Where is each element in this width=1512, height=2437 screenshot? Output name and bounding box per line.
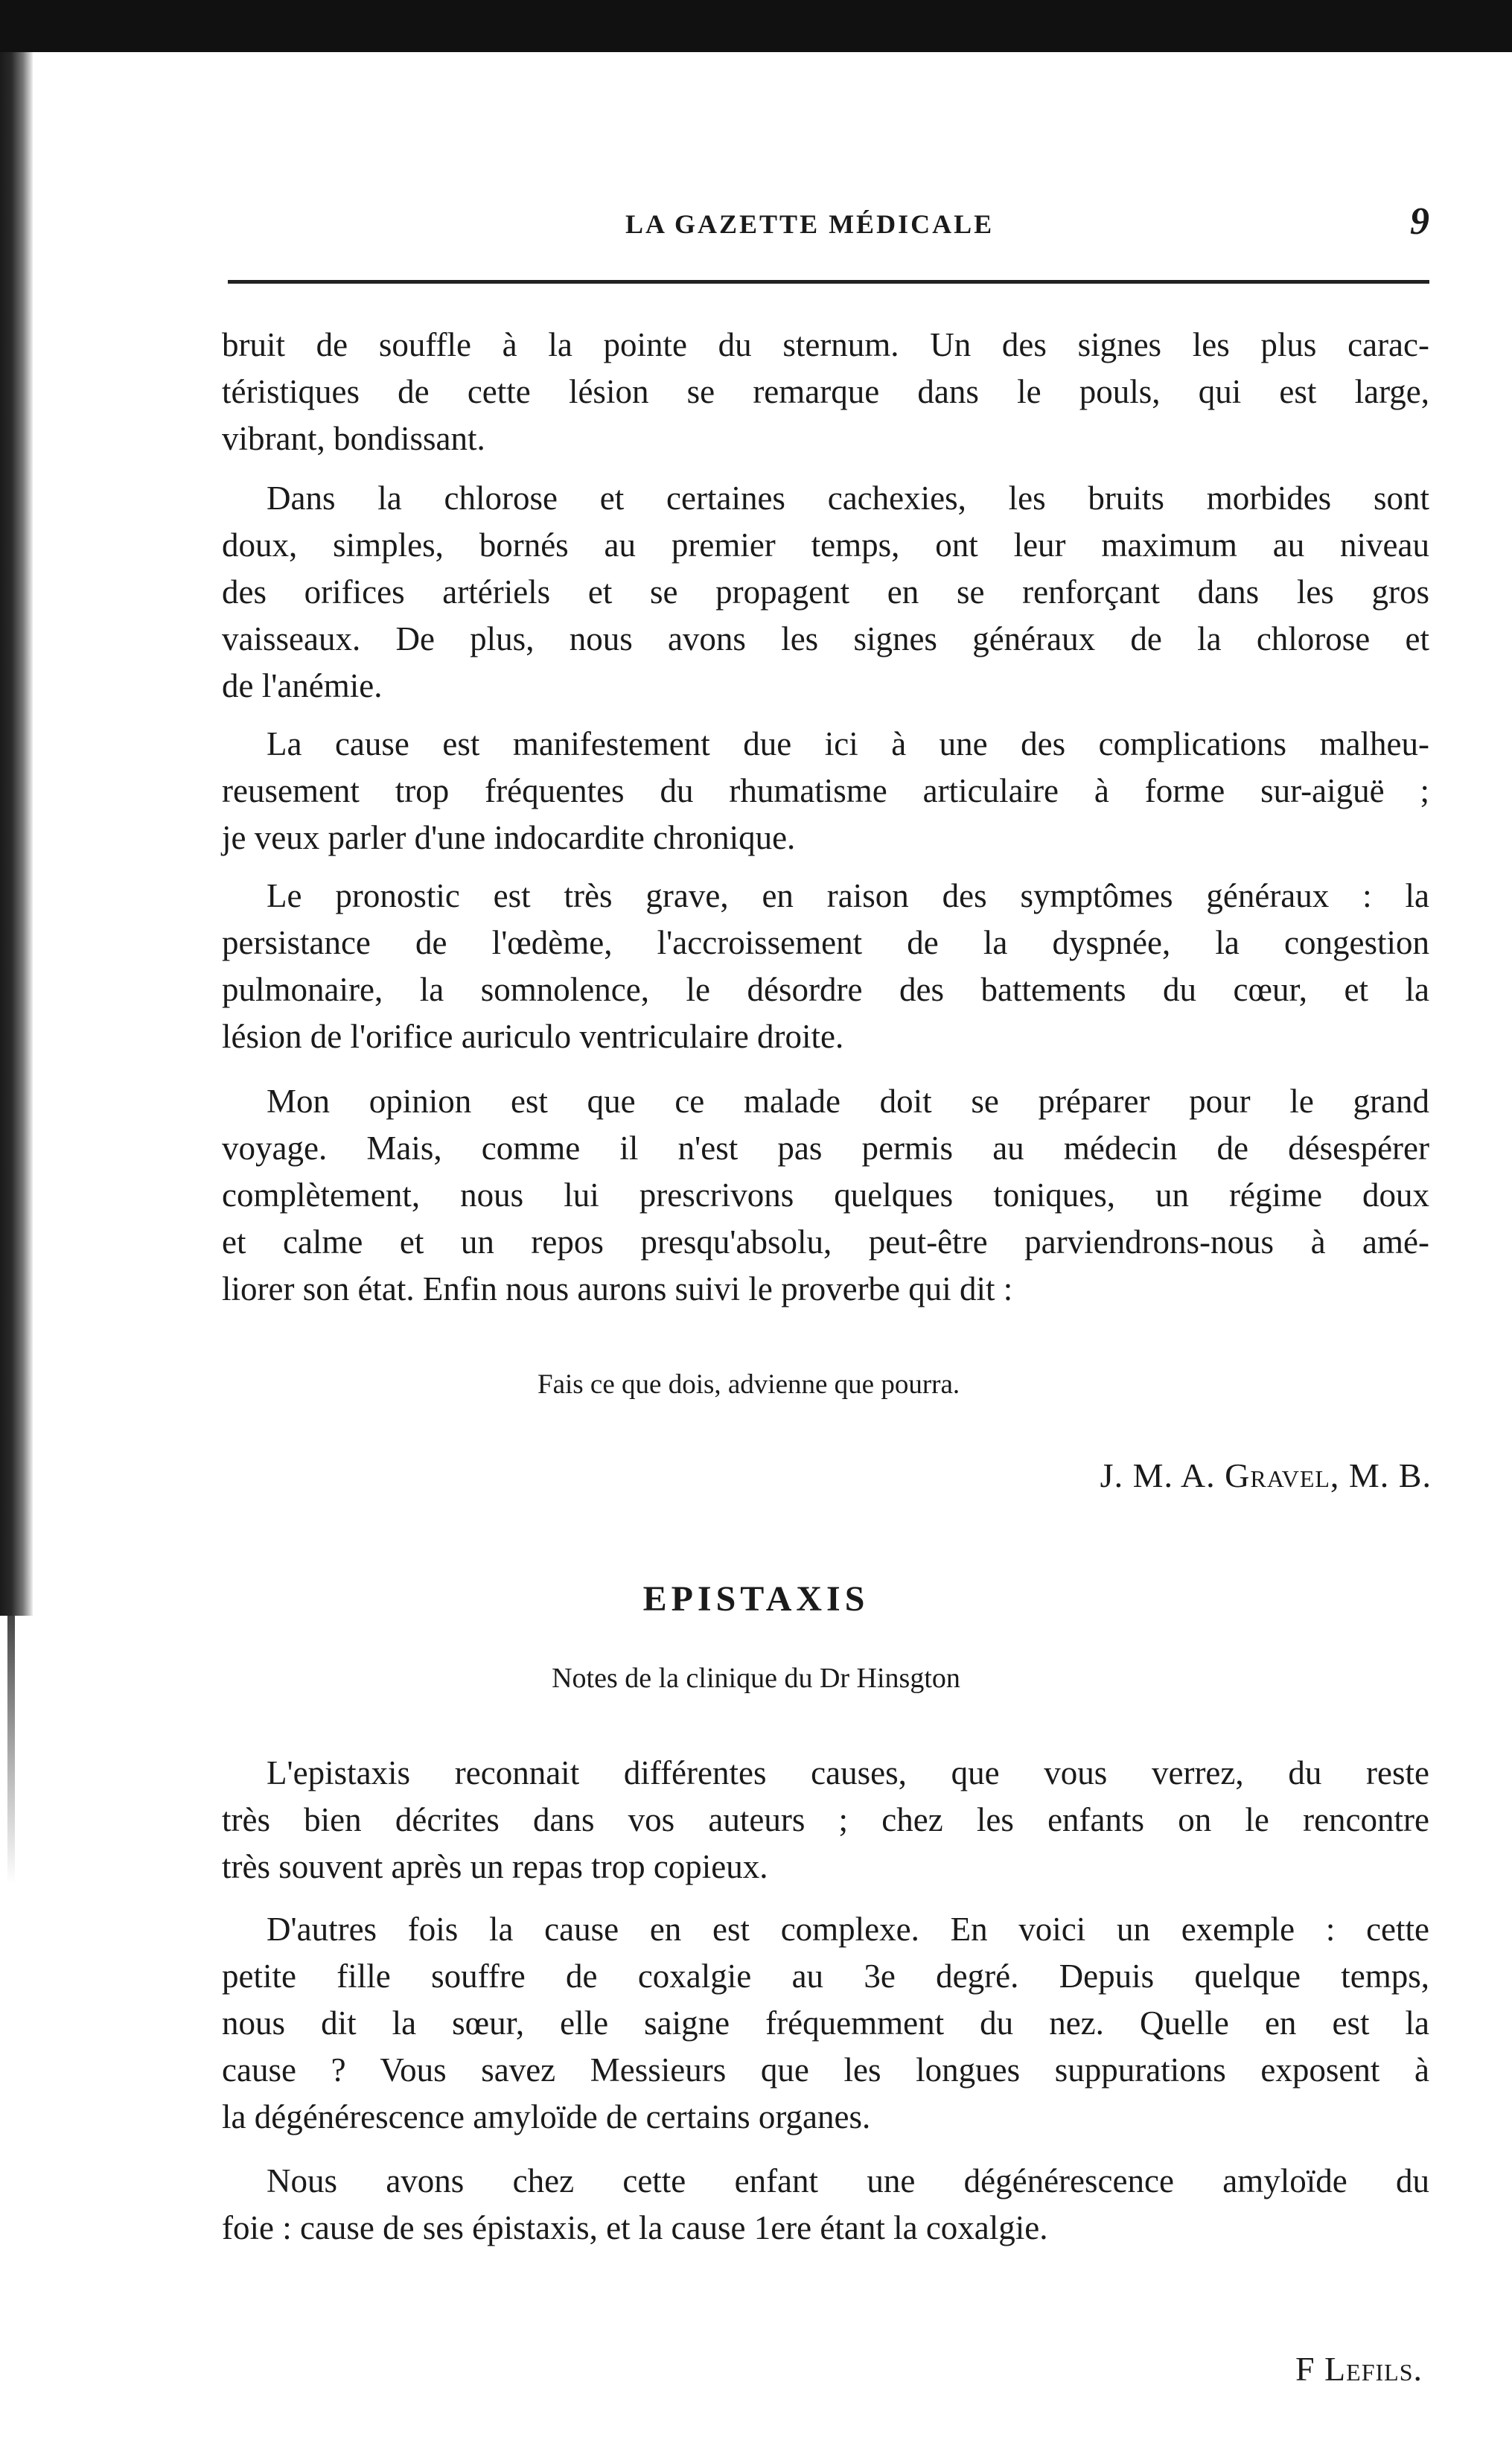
article1-paragraph-1 bbox=[222, 322, 1429, 462]
text-line: la dégénérescence amyloïde de certains organes. bbox=[222, 2098, 871, 2135]
text-line: vaisseaux. De plus, nous avons les signes généraux de la chlorose et bbox=[222, 620, 1429, 657]
text-line: Nous avons chez cette enfant une dégénérescence amyloïde du bbox=[267, 2162, 1429, 2199]
article1-paragraph-3 bbox=[222, 721, 1429, 861]
text-line: L'epistaxis reconnait différentes causes, que vous verrez, du reste bbox=[267, 1754, 1429, 1791]
text-line: bruit de souffle à la pointe du sternum. Un des signes les plus carac- bbox=[222, 326, 1429, 363]
article2-paragraph-3 bbox=[222, 2158, 1429, 2252]
text-line: nous dit la sœur, elle saigne fréquemment du nez. Quelle en est la bbox=[222, 2004, 1429, 2042]
text-line: doux, simples, bornés au premier temps, ont leur maximum au niveau bbox=[222, 526, 1429, 564]
text-line: La cause est manifestement due ici à une des complications malheu- bbox=[267, 725, 1429, 762]
text-line: reusement trop fréquentes du rhumatisme articulaire à forme sur-aiguë ; bbox=[222, 772, 1429, 809]
text-line: téristiques de cette lésion se remarque dans le pouls, qui est large, bbox=[222, 373, 1429, 410]
text-line: Le pronostic est très grave, en raison des symptômes généraux : la bbox=[267, 877, 1429, 914]
text-line: petite fille souffre de coxalgie au 3e degré. Depuis quelque temps, bbox=[222, 1957, 1429, 1995]
text-line: Mon opinion est que ce malade doit se préparer pour le grand bbox=[267, 1083, 1429, 1120]
text-line: je veux parler d'une indocardite chronique. bbox=[222, 819, 796, 856]
text-line: complètement, nous lui prescrivons quelques toniques, un régime doux bbox=[222, 1176, 1429, 1214]
text-line: de l'anémie. bbox=[222, 667, 383, 704]
text-line: persistance de l'œdème, l'accroissement de la dyspnée, la congestion bbox=[222, 924, 1429, 961]
text-line: D'autres fois la cause en est complexe. En voici un exemple : cette bbox=[267, 1911, 1429, 1948]
scan-border-left bbox=[0, 52, 33, 1616]
text-line: des orifices artériels et se propagent en se renforçant dans les gros bbox=[222, 573, 1429, 611]
article1-paragraph-2 bbox=[222, 475, 1429, 710]
section-subtitle: Notes de la clinique du Dr Hinsgton bbox=[552, 1663, 960, 1694]
text-line: très bien décrites dans vos auteurs ; chez les enfants on le rencontre bbox=[222, 1801, 1429, 1838]
text-line: pulmonaire, la somnolence, le désordre des battements du cœur, et la bbox=[222, 971, 1429, 1008]
article1-paragraph-4 bbox=[222, 873, 1429, 1060]
section-title: EPISTAXIS bbox=[642, 1579, 870, 1619]
scan-border-top bbox=[0, 0, 1512, 52]
article1-paragraph-5 bbox=[222, 1078, 1429, 1313]
text-line: voyage. Mais, comme il n'est pas permis au médecin de désespérer bbox=[222, 1130, 1429, 1167]
text-line: cause ? Vous savez Messieurs que les longues suppurations exposent à bbox=[222, 2051, 1429, 2089]
page-number: 9 bbox=[1410, 200, 1429, 243]
text-line: foie : cause de ses épistaxis, et la cause 1ere étant la coxalgie. bbox=[222, 2209, 1048, 2246]
article2-paragraph-2 bbox=[222, 1906, 1429, 2141]
running-head bbox=[231, 200, 1429, 259]
scan-border-left-lower bbox=[7, 1616, 15, 1884]
author-signature: F Lefils. bbox=[1295, 2350, 1423, 2388]
article2-paragraph-1 bbox=[222, 1750, 1429, 1890]
text-line: Dans la chlorose et certaines cachexies, les bruits morbides sont bbox=[267, 480, 1429, 517]
header-rule bbox=[228, 280, 1429, 284]
text-line: et calme et un repos presqu'absolu, peut-être parviendrons-nous à amé- bbox=[222, 1223, 1429, 1261]
text-line: vibrant, bondissant. bbox=[222, 420, 485, 457]
text-line: lésion de l'orifice auriculo ventriculaire droite. bbox=[222, 1018, 844, 1055]
proverb-quote: Fais ce que dois, advienne que pourra. bbox=[538, 1369, 960, 1400]
running-title: LA GAZETTE MÉDICALE bbox=[625, 209, 995, 239]
author-signature: J. M. A. Gravel, M. B. bbox=[1100, 1456, 1432, 1494]
text-line: liorer son état. Enfin nous aurons suivi le proverbe qui dit : bbox=[222, 1270, 1013, 1307]
text-line: très souvent après un repas trop copieux. bbox=[222, 1848, 768, 1885]
